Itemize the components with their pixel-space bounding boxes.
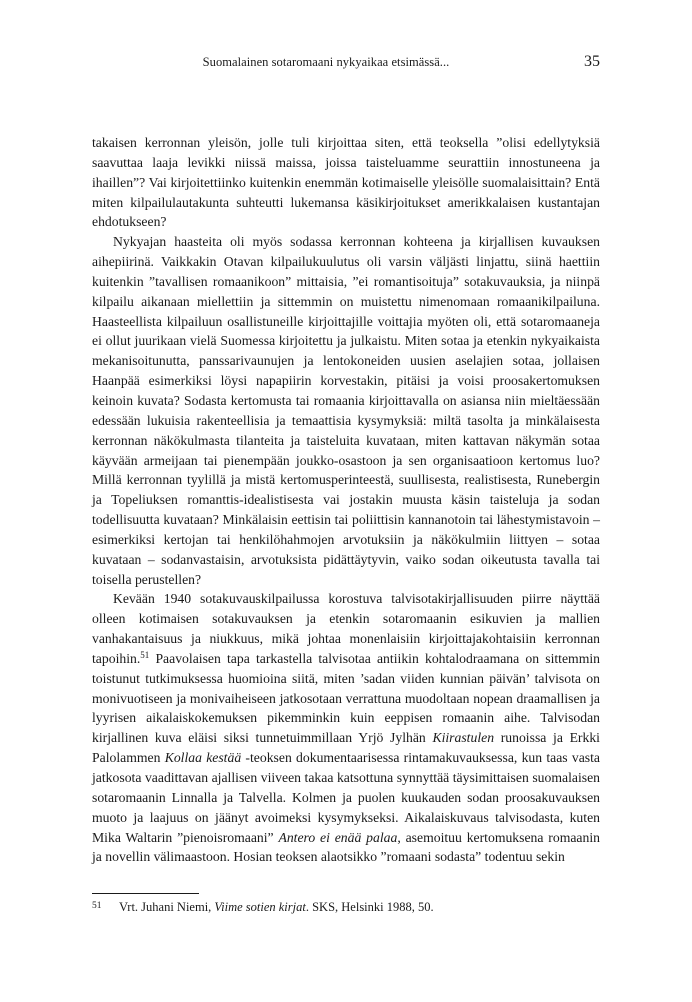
book-title: Kollaa kestää (164, 750, 242, 766)
text-segment: Paavolaisen tapa tarkastella talvisotaa antiikin kohtalodraamana on sittemmin toistunut tutkimuksessa huomioina siitä, miten ’sadan viiden kunnian päivän’ talvisota on monivuotiseen ja monivaiheiseen jatkosotaan verrattuna muodoltaan nopean draamallisen ja lyyrisen aikalaiskokemuksen pikemminkin kuin eeppisen romaanin aihe. Talvisodan kirjallinen kuva eläisi siksi tunnetuimmillaan Yrjö Jylhän (92, 650, 600, 746)
footnote-segment: . SKS, Helsinki 1988, 50. (305, 900, 434, 914)
footnote-divider (92, 893, 199, 894)
paragraph (92, 589, 600, 867)
book-title: Antero ei enää palaa (278, 829, 398, 845)
footnote-text (119, 899, 600, 915)
footnote-segment: Vrt. Juhani Niemi, (119, 900, 215, 914)
text-segment: takaisen kerronnan yleisön, jolle tuli kirjoittaa siten, että teoksella ”olisi edellytyksiä saavuttaa laaja levikki niissä maissa, joissa taisteluamme seurattiin innostuneena ja ihaillen”? Vai kirjoitettiinko kuitenkin enemmän kotimaiselle yleisölle suomalaisittain? Entä miten kilpailulautakunta suhteutti lukemansa käsikirjoitukset amerikkalaisen kustantajan ehdotukseen? (92, 135, 600, 230)
footnote-book-title: Viime sotien kirjat (214, 900, 306, 914)
footnote (92, 899, 600, 915)
text-segment: runoissa ja Erkki Palolammen (92, 730, 600, 766)
paragraph (92, 232, 600, 589)
text-segment: -teoksen dokumentaarisessa rintamakuvauksessa, kun taas vasta jatkosota vaadittavan ajallisen viiveen takaa katsottuna synnyttää täysimittaisen suomalaisen sotaromaanin Linnalla ja Talvella. Kolmen ja puolen kuukauden sodan proosakuvauksen muoto ja laajuus on jäänyt avoimeksi kysymykseksi. Aikalaiskuvaus talvisodasta, kuten Mika Waltarin ”pienoisromaani” (92, 750, 600, 845)
text-segment: , asemoituu kertomuksena romaanin ja novellin välimaastoon. Hosian teoksen alaotsikko ”romaani sodasta” todentuu sekin (92, 829, 600, 865)
page-number: 35 (584, 53, 600, 70)
body-text (92, 133, 600, 867)
footnote-number: 51 (92, 901, 102, 911)
running-header (92, 53, 600, 73)
text-segment: Kevään 1940 sotakuvauskilpailussa korostuva talvisotakirjallisuuden piirre näyttää olleen kotimaisen sotakuvauksen ja etenkin sotaromaanin esikuvien ja mallien vanhakantaisuus ja niukkuus, mikä johtaa monenlaisiin kirjoittajakohtaisiin kerronnan tapoihin. (92, 591, 600, 666)
book-title: Kiirastulen (432, 730, 495, 746)
text-segment: Nykyajan haasteita oli myös sodassa kerronnan kohteena ja kirjallisen kuvauksen aihepiirinä. Vaikkakin Otavan kilpailukuulutus oli varsin väljästi linjattu, siinä haettiin kuitenkin ”tavallisen romaanikoon” mittaisia, ”ei romantisoituja” sotakuvauksia, ja niinpä kilpailu aikanaan miellettiin ja sittemmin on muistettu nimenomaan romaanikilpailuna. Haasteellista kilpailuun osallistuneille kirjoittajille voittajia myöten oli, että sotaromaaneja ei ollut juurikaan vielä Suomessa kirjoitettu ja julkaistu. Miten sotaa ja etenkin nykyaikaista mekanisoitunutta, panssarivaunujen ja lentokoneiden uusien aselajien sotaa, jollaisen Haanpää esimerkiksi löysi napapiirin korvestakin, pitäisi ja voisi proosakertomuksen keinoin kuvata? Sodasta kertomusta tai romaania kirjoittavalla on asiansa niin mieltäessään edessään lukuisia rakenteellisia ja temaattisia kysymyksiä: miltä tasolta ja minkälaisesta kerronnan näkökulmasta tilanteita ja taisteluita kuvataan, miten kattavan näkymän sotaa käyvään armeijaan tai pienempään joukko-osastoon ja sen organisaatioon kertomus luo? Millä kerronnan tyylillä ja mistä kertomusperinteestä, suullisesta, realistisesta, Runebergin ja Topeliuksen romanttis-idealistisesta vai jostakin muusta käsin taisteluja ja sodan todellisuutta kuvataan? Minkälaisin eettisin tai poliittisin kannanotoin tai lähestymistavoin – esimerkiksi kertojan tai henkilöhahmojen arvotuksiin ja näkökulmiin liittyen – sotaa kuvataan – sodanvastaisin, arvotuksista pidättäytyvin, vaiko sodan oikeutusta tavalla tai toisella perustellen? (92, 234, 600, 587)
paragraph (92, 133, 600, 232)
footnote-reference: 51 (140, 649, 150, 660)
running-title: Suomalainen sotaromaani nykyaikaa etsimässä... (202, 55, 450, 69)
